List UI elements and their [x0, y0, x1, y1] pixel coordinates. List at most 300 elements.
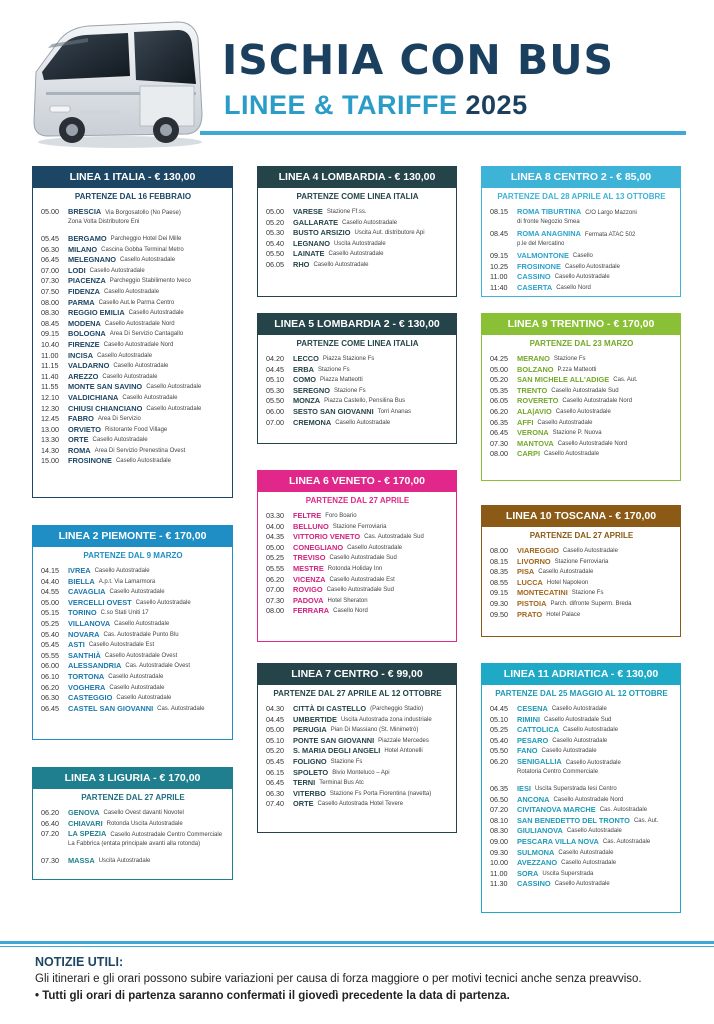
stop-location: Cas. Autostradale	[599, 807, 648, 814]
stop-name: FROSINONE	[517, 261, 561, 271]
stop-location: Casello Autostradale	[537, 419, 593, 426]
list-item	[41, 329, 225, 340]
stop-location: Casello Autostradale Ovest	[104, 652, 178, 659]
stop-location: Bivio Monteluco – Api	[332, 769, 390, 776]
stop-name: ORTE	[68, 435, 89, 445]
stop-name: ORTE	[293, 799, 314, 809]
footer-divider	[0, 941, 714, 944]
stop-name: ROVIGO	[293, 585, 323, 595]
stop-location: Piazzale Mercedes	[378, 737, 429, 744]
stop-time: 06.35	[490, 417, 508, 427]
stop-location: Stazione Fs	[333, 387, 366, 394]
stop-time: 08.30	[41, 308, 59, 318]
bus-image	[28, 14, 204, 152]
stop-name: GENOVA	[68, 808, 100, 817]
panel-body	[32, 188, 233, 498]
stop-time: 06.40	[41, 818, 59, 828]
panel-subtitle: PARTENZE DAL 27 APRILE AL 12 OTTOBRE	[273, 689, 442, 698]
list-item	[41, 446, 225, 457]
stop-time: 09.15	[490, 251, 508, 260]
stop-location: Casello Autostradale Est	[329, 576, 395, 583]
stop-name: INCISA	[68, 350, 94, 360]
panel-subtitle: PARTENZE DAL 27 APRILE	[529, 531, 634, 540]
stop-name: CHIUSI CHIANCIANO	[68, 403, 143, 413]
list-item	[266, 239, 449, 250]
stop-time: 05.45	[41, 234, 59, 243]
stop-time: 05.40	[490, 735, 508, 745]
stop-location: Cas. Aut.	[633, 817, 659, 824]
stop-name: MONTECATINI	[517, 588, 568, 598]
list-item	[266, 704, 449, 715]
stop-time: 09.30	[490, 847, 508, 857]
stop-time: 05.25	[490, 725, 508, 735]
stop-time: 13.00	[41, 424, 59, 434]
stop-time: 07.00	[266, 585, 284, 595]
stop-location: Stazione P. Nuova	[552, 430, 602, 437]
stop-location: Hotel Sheraton	[327, 597, 368, 604]
stop-time: 07.50	[41, 286, 59, 296]
panel-linea-6	[257, 470, 457, 642]
stop-location: Casello Autostradale	[565, 759, 621, 766]
list-item	[490, 283, 673, 294]
stop-time: 06.05	[266, 259, 284, 269]
stop-name: FABRO	[68, 414, 94, 424]
list-item	[41, 661, 225, 672]
stop-location: Parch. difronte Superm. Breda	[550, 600, 632, 607]
stop-location: Casello Autostradale	[347, 544, 403, 551]
list-item	[490, 272, 673, 283]
stop-details	[68, 207, 181, 227]
panel-linea-9	[481, 313, 681, 481]
panel-body	[257, 685, 457, 833]
panel-subtitle: PARTENZE DAL 27 APRILE	[305, 496, 410, 505]
stop-name: VITERBO	[293, 788, 326, 798]
stop-time: 11.00	[490, 272, 508, 282]
stop-location: Casello Autostradale	[92, 437, 148, 444]
stop-name: LAINATE	[293, 249, 325, 259]
list-item	[266, 532, 449, 543]
stop-location: C/O Largo Mazzoni	[585, 210, 637, 216]
stop-time: 06.20	[41, 682, 59, 692]
list-item	[41, 587, 225, 598]
stop-location: Casello Autostradale Nord	[553, 796, 624, 803]
stop-location: Casello Autostradale	[335, 419, 391, 426]
stop-time: 07.20	[41, 829, 59, 839]
panel-subtitle: PARTENZE DAL 25 MAGGIO AL 12 OTTOBRE	[495, 689, 668, 698]
stop-name: COMO	[293, 375, 316, 385]
page-title: ISCHIA CON BUS	[222, 36, 615, 84]
panel-linea-5	[257, 313, 457, 444]
stop-time: 04.45	[266, 364, 284, 374]
list-item	[490, 375, 673, 386]
stop-name: SEREGNO	[293, 385, 330, 395]
panel-body	[481, 527, 681, 637]
stop-name: PESARO	[517, 735, 549, 745]
stop-location: Casello Autostradale	[135, 599, 191, 606]
stop-location: Casello Autostradale	[564, 263, 620, 270]
list-item	[266, 757, 449, 768]
stop-time: 06.35	[490, 783, 508, 793]
subtitle-text: LINEE & TARIFFE	[224, 90, 458, 120]
stop-location: Stazione Ff.ss.	[326, 209, 367, 215]
stop-name: MERANO	[517, 354, 550, 363]
list-item	[490, 715, 673, 726]
stop-time: 12.45	[41, 414, 59, 424]
stop-time: 05.40	[266, 238, 284, 248]
list-item	[41, 651, 225, 662]
stop-time: 03.30	[266, 511, 284, 520]
stop-location: Casello Autostradale Sud	[326, 587, 394, 594]
stop-time: 05.55	[41, 650, 59, 660]
stop-time: 11:40	[490, 282, 508, 292]
stop-time: 05.00	[266, 725, 284, 735]
list-item	[490, 725, 673, 736]
stop-name: PISTOIA	[517, 598, 547, 608]
stop-location: Casello Autostradale	[104, 288, 160, 295]
stop-time: 05.45	[266, 756, 284, 766]
list-item	[41, 456, 225, 467]
list-item	[41, 577, 225, 588]
stop-location: Stazione Fs	[317, 366, 350, 373]
stop-location: Cascina Gobba Terminal Metro	[101, 246, 184, 253]
panel-linea-1	[32, 166, 233, 498]
footer-note: Gli itinerari e gli orari possono subire variazioni per causa di forza maggiore o per motivi tecnici anche senza preavviso.	[35, 973, 642, 985]
stop-location: Uscita Autostradale	[333, 240, 386, 247]
stop-location: Casello Autostradale	[122, 394, 178, 401]
stop-time: 06.20	[266, 574, 284, 584]
stop-time: 08.45	[41, 318, 59, 328]
list-item	[266, 396, 449, 407]
stop-location: Casello Autostradale	[342, 219, 398, 226]
list-item	[490, 229, 673, 249]
header	[0, 0, 714, 160]
stop-time: 07.30	[41, 276, 59, 286]
stop-time: 05.25	[266, 553, 284, 563]
stop-location: Stazione Fs	[553, 356, 586, 362]
stop-location: Casello Autostradale	[113, 363, 169, 370]
list-item	[266, 564, 449, 575]
stop-name: AREZZO	[68, 371, 99, 381]
list-item	[490, 546, 673, 557]
stop-name: FERRARA	[293, 606, 330, 616]
stop-time: 11.30	[490, 879, 508, 889]
stop-location: Casello Autostradale	[558, 849, 614, 856]
stop-name: CONEGLIANO	[293, 542, 344, 552]
stop-location: Casello Autostradale Nord	[103, 341, 174, 348]
list-item	[490, 736, 673, 747]
stop-location: Piazza Matteotti	[320, 377, 363, 384]
list-item	[41, 598, 225, 609]
list-item	[41, 287, 225, 298]
stop-location: Casello Autostradale Nord	[562, 398, 633, 405]
stop-name: NOVARA	[68, 629, 100, 639]
panel-title: LINEA 2 PIEMONTE - € 170,00	[32, 525, 233, 547]
list-item	[490, 251, 673, 262]
stop-name: TORTONA	[68, 671, 105, 681]
stop-time: 10.00	[490, 858, 508, 868]
stop-location: Uscita Superstrada Iesi Centro	[534, 785, 617, 792]
stop-time: 04.20	[266, 354, 284, 363]
stop-name: ROVERETO	[517, 396, 559, 406]
stop-location: A.p.t. Via Lamarmora	[98, 578, 156, 585]
stop-location: Casello Autostradale	[552, 737, 608, 744]
stop-location: Casello Autostradale	[313, 261, 369, 268]
stop-time: 06.20	[490, 406, 508, 416]
stop-name: MELEGNANO	[68, 255, 117, 265]
list-item	[41, 245, 225, 256]
list-item	[41, 308, 225, 319]
stop-name: LA SPEZIA	[68, 829, 107, 839]
list-item	[41, 619, 225, 630]
stop-name: BELLUNO	[293, 521, 329, 531]
stop-time: 05.10	[266, 375, 284, 385]
list-item	[41, 704, 225, 715]
footer-note-bold: • Tutti gli orari di partenza saranno confermati il giovedì precedente la data di partenza.	[35, 990, 510, 1002]
stop-location: Terminal Bus Atc	[319, 780, 364, 787]
stop-time: 07.40	[266, 799, 284, 809]
stop-name: FELTRE	[293, 511, 322, 520]
list-item	[266, 768, 449, 779]
stop-location: Stazione Fs	[571, 590, 604, 597]
stop-time: 05.40	[41, 629, 59, 639]
panel-linea-10	[481, 505, 681, 637]
stop-location: Casello Autostradale	[89, 267, 145, 274]
stop-time: 05.35	[490, 385, 508, 395]
stop-location: Casello Autostradale	[115, 458, 171, 465]
stop-location: Hotel Antonelli	[384, 748, 423, 755]
panel-subtitle: PARTENZE COME LINEA ITALIA	[296, 339, 419, 348]
stop-time: 04.55	[41, 587, 59, 597]
stop-name: BRESCIA	[68, 207, 102, 216]
panel-body	[257, 492, 457, 642]
stop-location: Casello Autostradale Centro Commerciale	[110, 832, 223, 839]
stop-name: ANCONA	[517, 794, 550, 804]
stop-name: SAN MICHELE ALL'ADIGE	[517, 375, 610, 385]
stop-name: VITTORIO VENETO	[293, 532, 361, 542]
stop-location: Casello Autostradale	[561, 860, 617, 867]
stop-location: Uscita Autostradale	[98, 858, 151, 865]
stop-location: Casello Autostradale	[328, 251, 384, 258]
stop-location: Stazione Fs Porta Fiorentina (navetta)	[329, 790, 432, 797]
panel-title: LINEA 6 VENETO - € 170,00	[257, 470, 457, 492]
panel-title: LINEA 10 TOSCANA - € 170,00	[481, 505, 681, 527]
list-item	[41, 856, 225, 867]
panel-linea-7	[257, 663, 457, 833]
stop-location: Casello Autostradale	[554, 274, 610, 281]
stop-name: ALESSANDRIA	[68, 661, 122, 671]
stop-location: Piazza Castello, Pensilina Bus	[324, 398, 406, 405]
panel-subtitle: PARTENZE DAL 28 APRILE AL 13 OTTOBRE	[497, 192, 666, 201]
stop-name: TREVISO	[293, 553, 326, 563]
list-item	[490, 816, 673, 827]
stop-name: ORVIETO	[68, 424, 101, 434]
stop-name: GIULIANOVA	[517, 826, 563, 836]
list-item	[266, 778, 449, 789]
stop-time: 04.00	[266, 521, 284, 531]
stop-time: 08.00	[490, 546, 508, 555]
list-item	[41, 566, 225, 577]
stop-time: 05.00	[41, 597, 59, 607]
stop-location: Casello Autostradale	[538, 569, 594, 576]
stop-name: VIAREGGIO	[517, 546, 559, 555]
stop-name: FIDENZA	[68, 286, 101, 296]
stop-name: CREMONA	[293, 417, 332, 427]
stop-time: 04.45	[266, 714, 284, 724]
stop-location: Casello Autostradale	[146, 384, 202, 391]
stop-time: 08.35	[490, 567, 508, 577]
stop-time: 04.45	[490, 704, 508, 713]
stop-name: MODENA	[68, 318, 101, 328]
stop-time: 07.30	[490, 438, 508, 448]
list-item	[490, 805, 673, 816]
stop-time: 06.05	[490, 396, 508, 406]
stop-name: PONTE SAN GIOVANNI	[293, 735, 375, 745]
stop-time: 09.15	[41, 329, 59, 339]
list-item	[266, 596, 449, 607]
stop-name: PARMA	[68, 297, 95, 307]
stop-location: Rotonda Holiday Inn	[327, 565, 383, 572]
list-item	[266, 585, 449, 596]
stop-time: 06.30	[41, 244, 59, 254]
list-item	[490, 588, 673, 599]
stop-name: MILANO	[68, 244, 98, 254]
stop-time: 14.30	[41, 445, 59, 455]
stop-name: MONZA	[293, 396, 321, 406]
stop-location: Via Borgosatollo (No Paese)	[105, 210, 181, 216]
list-item	[490, 578, 673, 589]
stop-location: Casello Autostradale	[551, 706, 607, 712]
stop-location: Area Di Servizio Cantagallo	[109, 331, 184, 338]
stop-time: 05.25	[41, 618, 59, 628]
stop-location: Casello Autostradale Sud	[544, 716, 612, 723]
stop-name: BOLZANO	[517, 364, 554, 374]
list-item	[490, 428, 673, 439]
stop-location: Casello Autostradale	[108, 673, 164, 680]
list-item	[266, 365, 449, 376]
list-item	[266, 407, 449, 418]
stop-location: C.so Stati Uniti 17	[100, 610, 149, 617]
stop-time: 08.10	[490, 815, 508, 825]
list-item	[490, 567, 673, 578]
stop-name: ROMA	[68, 445, 91, 455]
stop-location: Casello Autostradale Sud	[329, 555, 397, 562]
stop-name: FROSINONE	[68, 456, 112, 466]
stop-name: PRATO	[517, 609, 543, 619]
list-item	[41, 351, 225, 362]
stop-name: MANTOVA	[517, 438, 554, 448]
list-item	[41, 808, 225, 819]
list-item	[41, 207, 225, 227]
list-item	[266, 354, 449, 365]
stop-time: 08.00	[266, 606, 284, 616]
stop-location: Cas. Autostradale Punto Blu	[103, 631, 179, 638]
stop-name: TRENTO	[517, 385, 548, 395]
list-item	[490, 262, 673, 273]
stop-name: CASTEGGIO	[68, 693, 113, 703]
list-item	[490, 826, 673, 837]
list-item	[490, 879, 673, 890]
stop-location: Foro Boario	[325, 513, 357, 519]
stop-location: (Parcheggio Stadio)	[370, 706, 424, 712]
stop-time: 07.00	[266, 417, 284, 427]
list-item	[266, 218, 449, 229]
list-item	[266, 715, 449, 726]
list-item	[490, 365, 673, 376]
stop-name: VERONA	[517, 428, 549, 438]
stop-name: LODI	[68, 265, 86, 275]
list-item	[490, 704, 673, 715]
list-item	[41, 361, 225, 372]
list-item	[266, 575, 449, 586]
stop-location: Casello Autostradale	[563, 727, 619, 734]
stop-name: SENIGALLIA	[517, 756, 562, 766]
list-item	[266, 736, 449, 747]
stop-location: Casello Autostradale	[566, 828, 622, 835]
stop-location: Rotonda Uscita Autostradale	[106, 820, 183, 827]
list-item	[266, 725, 449, 736]
panel-title: LINEA 11 ADRIATICA - € 130,00	[481, 663, 681, 685]
list-item	[41, 640, 225, 651]
list-item	[41, 382, 225, 393]
stop-time: 05.10	[490, 714, 508, 724]
footer-divider-thin	[0, 946, 714, 947]
stop-location: Area Di Servizio Prenestina Ovest	[94, 447, 186, 454]
stop-time: 08.00	[41, 297, 59, 307]
stop-time: 06.45	[266, 778, 284, 788]
list-item	[490, 610, 673, 621]
stop-name: CASSINO	[517, 272, 551, 282]
stop-name: VICENZA	[293, 574, 326, 584]
stop-location: Casello Autostradale	[146, 405, 202, 412]
stop-location: Ristorante Food Village	[105, 426, 168, 433]
stop-name: AVEZZANO	[517, 858, 558, 868]
list-item	[41, 372, 225, 383]
stop-location: Casello Autostradale Est	[88, 642, 155, 649]
stop-time: 13.30	[41, 435, 59, 445]
stop-time: 05.45	[41, 640, 59, 650]
stop-name: MESTRE	[293, 563, 324, 573]
stop-name: ALA|AVIO	[517, 406, 552, 416]
list-item	[41, 693, 225, 704]
stop-name: CASERTA	[517, 282, 553, 292]
stop-time: 08.15	[490, 207, 508, 216]
stop-name: SORA	[517, 868, 539, 878]
panel-title: LINEA 7 CENTRO - € 99,00	[257, 663, 457, 685]
panel-linea-8	[481, 166, 681, 297]
stop-name: CATTOLICA	[517, 725, 560, 735]
list-item	[266, 375, 449, 386]
list-item	[490, 795, 673, 806]
stop-location: Uscita Autostrada zona industriale	[340, 716, 432, 723]
stop-location: Uscita Superstrada	[542, 870, 594, 877]
panel-body	[32, 789, 233, 880]
stop-name: ROMA TIBURTINA	[517, 207, 582, 216]
stop-name: BIELLA	[68, 576, 95, 586]
list-item	[490, 858, 673, 869]
panel-body	[481, 685, 681, 913]
stop-name: VALMONTONE	[517, 251, 569, 260]
list-item	[266, 553, 449, 564]
list-item	[41, 298, 225, 309]
panel-linea-2	[32, 525, 233, 740]
stop-time: 10.25	[490, 261, 508, 271]
panel-title: LINEA 5 LOMBARDIA 2 - € 130,00	[257, 313, 457, 335]
stop-location-extra: Zona Volta Distributore Eni	[68, 219, 140, 226]
stop-location: Cas. Aut.	[613, 377, 638, 384]
stop-time: 05.00	[41, 207, 59, 216]
stop-time: 08.00	[490, 449, 508, 459]
stop-name: ERBA	[293, 364, 314, 374]
